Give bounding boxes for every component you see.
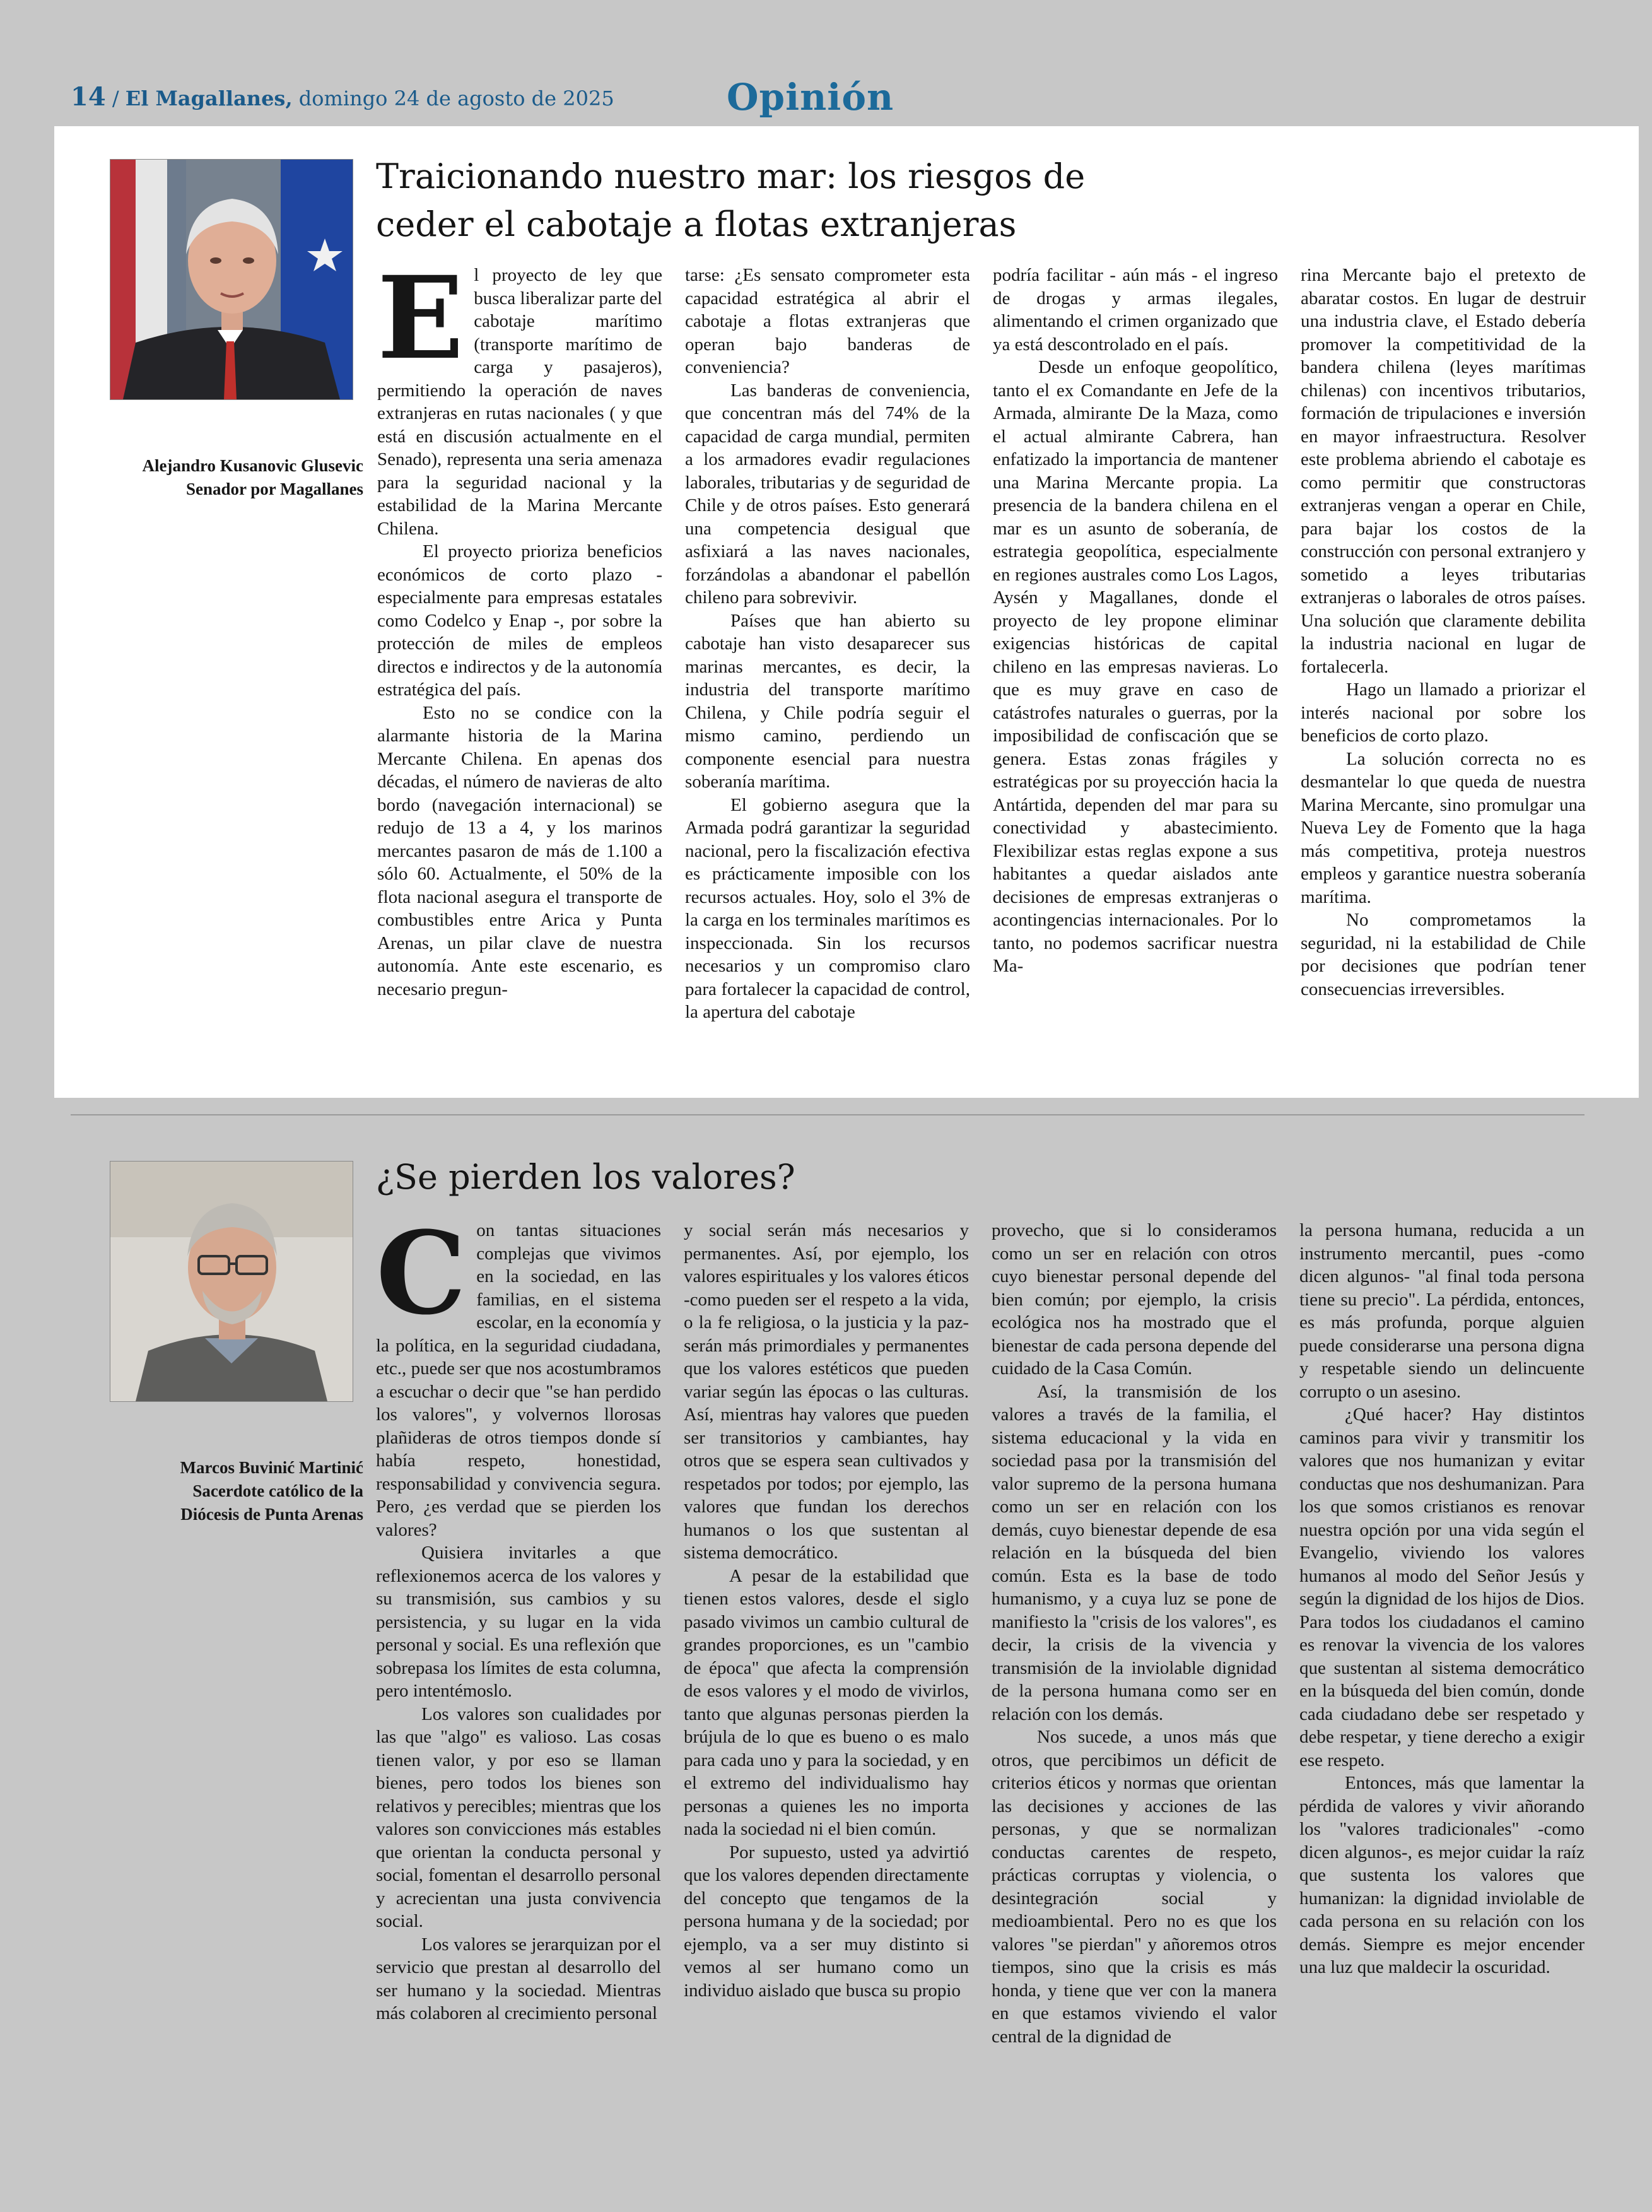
article2-col4-para-2: ¿Qué hacer? Hay distintos caminos para vivir y transmitir los valores que nos humanizan y evitar conductas que nos deshumanizan. Para los que somos cristianos es renovar nuestra opción por una vida según el Evangelio, viviendo los valores humanos al modo del Señor Jesús y según la dignidad de los hijos de Dios. Para todos los ciudadanos el camino es renovar la vivencia de los valores que sustentan al sistema democrático en la búsqueda del bien común, donde cada ciudadano debe ser respetado y debe respetar, y tiene derecho a exigir ese respeto. bbox=[1299, 1404, 1585, 1770]
article2-col3-para-3: Nos sucede, a unos más que otros, que percibimos un déficit de criterios éticos y normas que orientan las decisiones y acciones de las personas, y que se normalizan conductas carentes de respeto, prácticas corruptas y violencia, o desintegración social y medioambiental. Pero no es que los valores "se pierdan" y añoremos otros tiempos, sino que la crisis es más honda, y tiene que ver con la manera en que estamos viviendo el valor central de la dignidad de bbox=[992, 1727, 1277, 2047]
article-cabotaje bbox=[54, 126, 1639, 1098]
article2-col4-para-1: la persona humana, reducida a un instrumento mercantil, pues -como dicen algunos- "al final toda persona tiene su precio". La pérdida, entonces, es más profunda, porque alguien puede considerarse una persona digna y respetable siendo un delincuente corrupto o un asesino. bbox=[1299, 1220, 1585, 1402]
author-portrait-image bbox=[110, 1162, 353, 1401]
article2-column-3 bbox=[992, 1219, 1277, 2184]
author-photo-buvinic bbox=[110, 1161, 353, 1402]
author-role-line-1: Sacerdote católico de la bbox=[192, 1481, 363, 1500]
section-title: Opinión bbox=[727, 76, 894, 119]
author-byline-kusanovic bbox=[67, 454, 363, 501]
article1-col2-para-3: Países que han abierto su cabotaje han visto desaparecer sus marinas mercantes, es decir, la industria del transporte marítimo Chilena, y Chile podría seguir el mismo camino, perdiendo un componente esencial para nuestra soberanía marítima. bbox=[685, 610, 970, 792]
author-photo-kusanovic bbox=[110, 159, 353, 400]
article2-column-1 bbox=[376, 1219, 661, 2184]
article1-column-3 bbox=[993, 264, 1278, 1094]
headline-text: ¿Se pierden los valores? bbox=[376, 1157, 795, 1197]
author-name: Marcos Buvinić Martinić bbox=[180, 1458, 363, 1477]
article2-col2-para-3: Por supuesto, usted ya advirtió que los valores dependen directamente del concepto que tengamos de la persona humana y de la sociedad; por ejemplo, va a ser muy distinto si vemos al ser humano como un individuo aislado que busca su propio bbox=[684, 1842, 969, 2001]
article1-column-4 bbox=[1301, 264, 1586, 1094]
article1-col4-para-4: No comprometamos la seguridad, ni la estabilidad de Chile por decisiones que podrían tener consecuencias irreversibles. bbox=[1301, 910, 1586, 999]
article1-col3-para-2: Desde un enfoque geopolítico, tanto el ex Comandante en Jefe de la Armada, almirante De la Maza, como el actual almirante Cabrera, han enfatizado la importancia de mantener una Marina Mercante propia. La presencia de la bandera chilena en el mar es un asunto de soberanía, de estrategia geopolítica, especialmente en regiones australes como Los Lagos, Aysén y Magallanes, donde el proyecto de ley propone eliminar exigencias históricas de capital chileno en las empresas navieras. Lo que es muy grave en caso de catástrofes naturales o guerras, por la imposibilidad de confiscación que se genera. Estas zonas frágiles y estratégicas por su proyección hacia la Antártida, dependen del mar para su conectividad y abastecimiento. Flexibilizar estas reglas expone a sus habitantes a quedar aislados ante decisiones de empresas extranjeras o acontingencias internacionales. Por lo tanto, no podemos sacrificar nuestra Ma- bbox=[993, 357, 1278, 976]
article1-col4-para-1: rina Mercante bajo el pretexto de abaratar costos. En lugar de destruir una industria clave, el Estado debería promover la competitividad de la bandera chilena (leyes marítimas chilenas) con incentivos tributarios, formación de tripulaciones e inversión en mayor infraestructura. Resolver este problema abriendo el cabotaje es como permitir que constructoras extranjeras vengan a operar en Chile, para bajar los costos de la construcción con personal extranjero y sometido a leyes tributarias extranjeras o laborales de otros países. Una solución que claramente debilita la industria nacional en lugar de fortalecerla. bbox=[1301, 265, 1586, 677]
author-role: Senador por Magallanes bbox=[185, 479, 363, 498]
section-divider bbox=[71, 1114, 1585, 1115]
author-portrait-image bbox=[110, 160, 353, 399]
article1-col1-para-2: El proyecto prioriza beneficios económicos de corto plazo -especialmente para empresas estatales como Codelco y Enap -, por sobre la protección de miles de empleos directos e indirectos y de la autonomía estratégica del país. bbox=[377, 541, 662, 700]
article2-col1-para-3: Los valores son cualidades por las que "algo" es valioso. Las cosas tienen valor, y por eso se llaman bienes, pero todos los bienes son relativos y perecibles; mientras que los valores son convicciones más estables que orientan la conducta personal y social, fomentan el desarrollo personal y acrecientan una justa convivencia social. bbox=[376, 1703, 661, 1931]
author-role-line-2: Diócesis de Punta Arenas bbox=[180, 1505, 363, 1524]
article2-col2-para-2: A pesar de la estabilidad que tienen estos valores, desde el siglo pasado vivimos un cambio cultural de grandes proporciones, es un "cambio de época" que afecta la comprensión de esos valores y el modo de vivirlos, tanto que algunas personas pierden la brújula de lo que es bueno o es malo para cada uno y para la sociedad, y en el extremo del individualismo hay personas a quienes les no importa nada la sociedad ni el bien común. bbox=[684, 1565, 969, 1839]
article2-col3-para-2: Así, la transmisión de los valores a través de la familia, el sistema educacional y la vida en sociedad pasa por la transmisión del valor supremo de la persona humana como un ser en relación con los demás, cuyo bienestar depende de esa relación en la búsqueda del bien común. Esta es la base de todo humanismo, y a cuya luz se pone de manifiesto la "crisis de los valores", es decir, la crisis de la vivencia y transmisión de la inviolable dignidad de la persona humana como ser en relación con los demás. bbox=[992, 1381, 1277, 1724]
drop-cap: C bbox=[376, 1219, 467, 1340]
article2-col3-para-1: provecho, que si lo consideramos como un ser en relación con otros cuyo bienestar personal depende del bien común; por ejemplo, la crisis ecológica nos ha mostrado que el bienestar de cada persona depende del cuidado de la Casa Común. bbox=[992, 1220, 1277, 1379]
article2-col2-para-1: y social serán más necesarios y permanentes. Así, por ejemplo, los valores espirituales y los valores éticos -como pueden ser el respeto a la vida, o la fe religiosa, o la justicia y la paz- serán más primordiales y permanentes que los valores estéticos que pueden variar según las épocas o las culturas. Así, mientras hay valores que pueden ser transitorios y cambiantes, hay otros que se espera sean cultivados y respetados por todos; por ejemplo, las valores que fundan los derechos humanos o los que sustentan al sistema democrático. bbox=[684, 1220, 969, 1563]
article1-col3-para-1: podría facilitar - aún más - el ingreso de drogas y armas ilegales, alimentando el crimen organizado que ya está descontrolado en el país. bbox=[993, 265, 1278, 355]
article2-col1-para-2: Quisiera invitarles a que reflexionemos acerca de los valores y su transmisión, sus cambios y su persistencia, y su lugar en la vida personal y social. Es una reflexión que sobrepasa los límites de esta columna, pero intentémoslo. bbox=[376, 1543, 661, 1701]
article-valores bbox=[54, 1129, 1639, 2196]
article1-col2-para-4: El gobierno asegura que la Armada podrá garantizar la seguridad nacional, pero la fiscalización efectiva es prácticamente imposible con los recursos actuales. Hoy, solo el 3% de la carga en los terminales marítimos es inspeccionada. Sin los recursos necesarios y un compromiso claro para fortalecer la capacidad de control, la apertura del cabotaje bbox=[685, 794, 970, 1022]
drop-cap: E bbox=[377, 264, 464, 385]
page-number: 14 bbox=[71, 82, 106, 112]
page-header bbox=[71, 76, 1585, 126]
author-byline-buvinic bbox=[67, 1456, 363, 1526]
article-headline bbox=[376, 153, 1574, 249]
author-name: Alejandro Kusanovic Glusevic bbox=[142, 456, 363, 475]
paragraph-text: on tantas situaciones complejas que vivimos en la sociedad, en las familias, en el sistema escolar, en la economía y la política, en la seguridad ciudadana, etc., puede ser que nos acostumbramos a escuchar o decir que "se han perdido los valores", y volvernos llorosas plañideras de otros tiempos donde sí había respeto, honestidad, responsabilidad y convivencia segura. Pero, ¿es verdad que se pierden los valores? bbox=[376, 1220, 661, 1540]
page-folio bbox=[71, 82, 614, 112]
article1-col4-para-3: La solución correcta no es desmantelar lo que queda de nuestra Marina Mercante, sino promulgar una Nueva Ley de Fomento que la haga más competitiva, proteja nuestros empleos y garantice nuestra soberanía marítima. bbox=[1301, 748, 1586, 907]
publication-date: domingo 24 de agosto de 2025 bbox=[298, 86, 614, 110]
article2-column-2 bbox=[684, 1219, 969, 2184]
article2-col1-para-4: Los valores se jerarquizan por el servicio que prestan al desarrollo del ser humano y la sociedad. Mientras más colaboren al crecimiento personal bbox=[376, 1934, 661, 2023]
paragraph-text: l proyecto de ley que busca liberalizar parte del cabotaje marítimo (transporte marítimo de carga y pasajeros), permitiendo la operación de naves extranjeras en rutas nacionales ( y que está en discusión actualmente en el Senado), representa una seria amenaza para la seguridad nacional y la estabilidad de la Marina Mercante Chilena. bbox=[377, 265, 662, 539]
headline-line-1: Traicionando nuestro mar: los riesgos de bbox=[376, 156, 1086, 196]
article-headline bbox=[376, 1153, 1574, 1201]
article2-col1-para-1 bbox=[376, 1219, 661, 1541]
article1-col2-para-2: Las banderas de conveniencia, que concentran más del 74% de la capacidad de carga mundial, permiten a los armadores evadir regulaciones laborales, tributarias y de seguridad de Chile y de otros países. Esto generará una competencia desigual que asfixiará a las naves nacionales, forzándolas a abandonar el pabellón chileno para sobrevivir. bbox=[685, 380, 970, 608]
article1-column-2 bbox=[685, 264, 970, 1094]
article2-column-4 bbox=[1299, 1219, 1585, 2184]
headline-line-2: ceder el cabotaje a flotas extranjeras bbox=[376, 204, 1017, 244]
article1-column-1 bbox=[377, 264, 662, 1094]
article1-col4-para-2: Hago un llamado a priorizar el interés nacional por sobre los beneficios de corto plazo. bbox=[1301, 679, 1586, 746]
article1-col1-para-3: Esto no se condice con la alarmante historia de la Marina Mercante Chilena. En apenas dos décadas, el número de navieras de alto bordo (navegación internacional) se redujo de 13 a 4, y los marinos mercantes pasaron de más de 1.100 a sólo 60. Actualmente, el 50% de la flota nacional asegura el transporte de combustibles entre Arica y Punta Arenas, un pilar clave de nuestra autonomía. Ante este escenario, es necesario pregun- bbox=[377, 702, 662, 999]
article1-col2-para-1: tarse: ¿Es sensato comprometer esta capacidad estratégica al abrir el cabotaje a flotas extranjeras que operan bajo banderas de conveniencia? bbox=[685, 265, 970, 377]
publication-name: El Magallanes, bbox=[125, 86, 293, 110]
article1-col1-para-1 bbox=[377, 264, 662, 540]
folio-slash: / bbox=[112, 86, 126, 110]
article2-col4-para-3: Entonces, más que lamentar la pérdida de valores y vivir añorando los "valores tradicionales" -como dicen algunos-, es mejor cuidar la raíz que sustenta los valores que humanizan: la dignidad inviolable de cada persona en su relación con los demás. Siempre es mejor encender una luz que maldecir la oscuridad. bbox=[1299, 1773, 1585, 1977]
